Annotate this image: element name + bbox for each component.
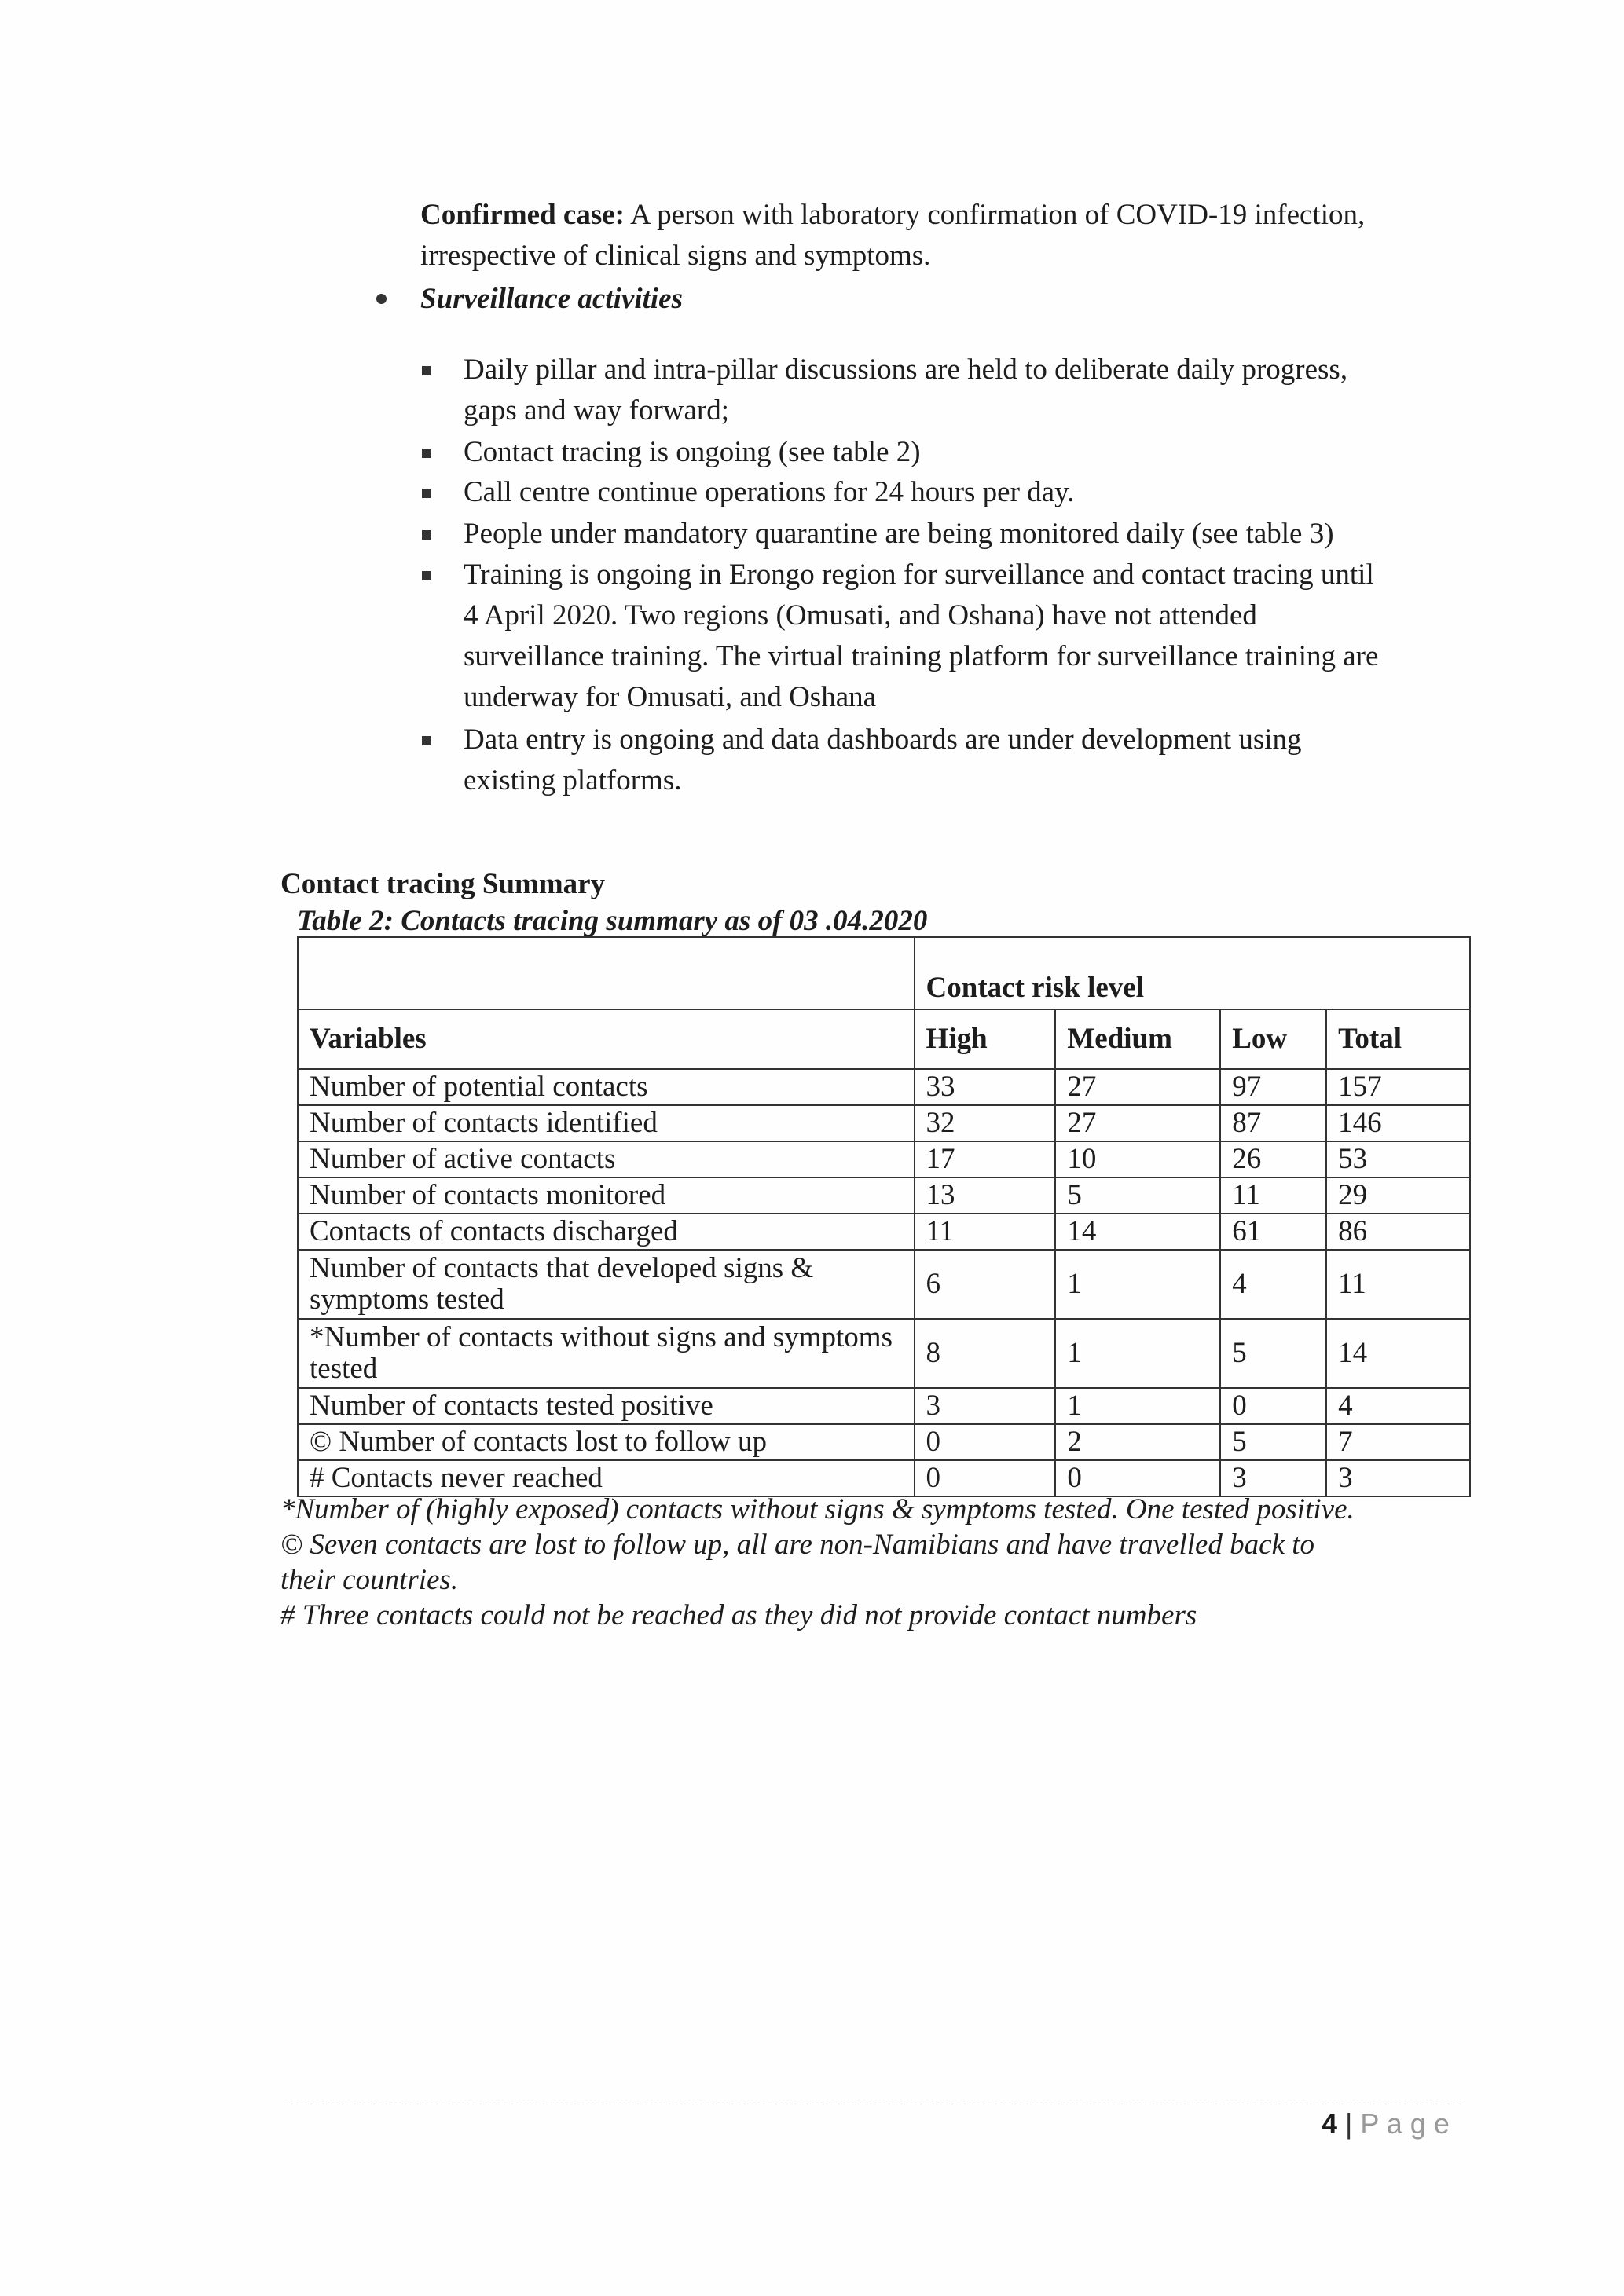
cell-value: 5	[1220, 1424, 1326, 1460]
cell-value: 29	[1326, 1177, 1470, 1214]
column-header-medium: Medium	[1055, 1009, 1220, 1069]
cell-value: 11	[915, 1214, 1056, 1250]
row-label: # Contacts never reached	[298, 1460, 915, 1496]
table-caption: Table 2: Contacts tracing summary as of 03 .04.2020	[297, 905, 928, 937]
cell-value: 7	[1326, 1424, 1470, 1460]
bullet-icon	[376, 294, 387, 304]
cell-value: 0	[915, 1460, 1056, 1496]
surveillance-item: Call centre continue operations for 24 hours per day.	[464, 476, 1075, 508]
row-label: © Number of contacts lost to follow up	[298, 1424, 915, 1460]
table-row	[298, 1214, 1470, 1250]
table-row	[298, 1141, 1470, 1177]
confirmed-case-label: Confirmed case:	[420, 199, 625, 231]
surveillance-item: Data entry is ongoing and data dashboards are under development using existing platforms.	[464, 723, 1302, 796]
cell-value: 0	[1055, 1460, 1220, 1496]
cell-value: 3	[915, 1388, 1056, 1424]
table-row	[298, 1460, 1470, 1496]
table-row	[298, 1069, 1470, 1105]
cell-value: 27	[1055, 1105, 1220, 1141]
row-label: Number of active contacts	[298, 1141, 915, 1177]
row-label: Number of potential contacts	[298, 1069, 915, 1105]
page-footer	[1322, 2107, 1450, 2140]
cell-value: 2	[1055, 1424, 1220, 1460]
table-header-row	[298, 1009, 1470, 1069]
confirmed-case-definition: Confirmed case: A person with laboratory confirmation of COVID-19 infection, irrespective of clinical signs and symptoms.	[420, 199, 1366, 272]
table-row	[298, 1177, 1470, 1214]
footer-separator: |	[1345, 2107, 1353, 2140]
surveillance-item: Daily pillar and intra-pillar discussions are held to deliberate daily progress, gaps and way forward;	[464, 353, 1348, 427]
cell-value: 86	[1326, 1214, 1470, 1250]
cell-value: 14	[1326, 1319, 1470, 1388]
surveillance-item: People under mandatory quarantine are being monitored daily (see table 3)	[464, 518, 1334, 550]
cell-value: 26	[1220, 1141, 1326, 1177]
cell-value: 61	[1220, 1214, 1326, 1250]
surveillance-item: Training is ongoing in Erongo region for surveillance and contact tracing until 4 April 2020. Two regions (Omusati, and Oshana) have not attended surveillance training. The virtual training platform for surveillance training are underway for Omusati, and Oshana	[464, 558, 1379, 713]
table-row	[298, 1250, 1470, 1319]
row-label: *Number of contacts without signs and symptoms tested	[298, 1319, 915, 1388]
row-label: Number of contacts tested positive	[298, 1388, 915, 1424]
table-row	[298, 1105, 1470, 1141]
page-number: 4	[1322, 2107, 1338, 2140]
cell-value: 1	[1055, 1250, 1220, 1319]
cell-value: 10	[1055, 1141, 1220, 1177]
surveillance-heading: Surveillance activities	[420, 283, 683, 315]
square-bullet-icon	[422, 571, 431, 580]
cell-value: 13	[915, 1177, 1056, 1214]
cell-value: 1	[1055, 1388, 1220, 1424]
table-row	[298, 1319, 1470, 1388]
column-header-total: Total	[1326, 1009, 1470, 1069]
row-label: Contacts of contacts discharged	[298, 1214, 915, 1250]
cell-value: 4	[1220, 1250, 1326, 1319]
cell-value: 97	[1220, 1069, 1326, 1105]
cell-value: 17	[915, 1141, 1056, 1177]
section-heading: Contact tracing Summary	[280, 868, 606, 900]
group-header: Contact risk level	[915, 937, 1470, 1009]
row-label: Number of contacts identified	[298, 1105, 915, 1141]
cell-value: 5	[1220, 1319, 1326, 1388]
table-group-header-row	[298, 937, 1470, 1009]
footnote: *Number of (highly exposed) contacts without signs & symptoms tested. One tested positive.	[280, 1493, 1355, 1525]
cell-value: 157	[1326, 1069, 1470, 1105]
cell-value: 11	[1326, 1250, 1470, 1319]
square-bullet-icon	[422, 449, 431, 458]
cell-value: 0	[915, 1424, 1056, 1460]
table-row	[298, 1388, 1470, 1424]
square-bullet-icon	[422, 366, 431, 375]
footnote: their countries.	[280, 1564, 459, 1596]
cell-value: 146	[1326, 1105, 1470, 1141]
cell-value: 33	[915, 1069, 1056, 1105]
cell-value: 27	[1055, 1069, 1220, 1105]
surveillance-item: Contact tracing is ongoing (see table 2)	[464, 436, 921, 468]
cell-value: 11	[1220, 1177, 1326, 1214]
cell-value: 0	[1220, 1388, 1326, 1424]
column-header-high: High	[915, 1009, 1056, 1069]
cell-value: 3	[1220, 1460, 1326, 1496]
cell-value: 1	[1055, 1319, 1220, 1388]
column-header-variables: Variables	[298, 1009, 915, 1069]
contact-tracing-table	[297, 936, 1471, 1497]
cell-value: 14	[1055, 1214, 1220, 1250]
table-row	[298, 1424, 1470, 1460]
square-bullet-icon	[422, 489, 431, 498]
footnote: # Three contacts could not be reached as they did not provide contact numbers	[280, 1599, 1197, 1631]
page-label: P a g e	[1360, 2107, 1450, 2140]
row-label: Number of contacts that developed signs & symptoms tested	[298, 1250, 915, 1319]
square-bullet-icon	[422, 736, 431, 745]
cell-value: 5	[1055, 1177, 1220, 1214]
row-label: Number of contacts monitored	[298, 1177, 915, 1214]
column-header-low: Low	[1220, 1009, 1326, 1069]
cell-value: 6	[915, 1250, 1056, 1319]
cell-value: 32	[915, 1105, 1056, 1141]
cell-value: 3	[1326, 1460, 1470, 1496]
cell-value: 87	[1220, 1105, 1326, 1141]
cell-value: 4	[1326, 1388, 1470, 1424]
square-bullet-icon	[422, 530, 431, 540]
footnote: © Seven contacts are lost to follow up, all are non-Namibians and have travelled back to	[280, 1529, 1315, 1561]
cell-value: 8	[915, 1319, 1056, 1388]
cell-value: 53	[1326, 1141, 1470, 1177]
